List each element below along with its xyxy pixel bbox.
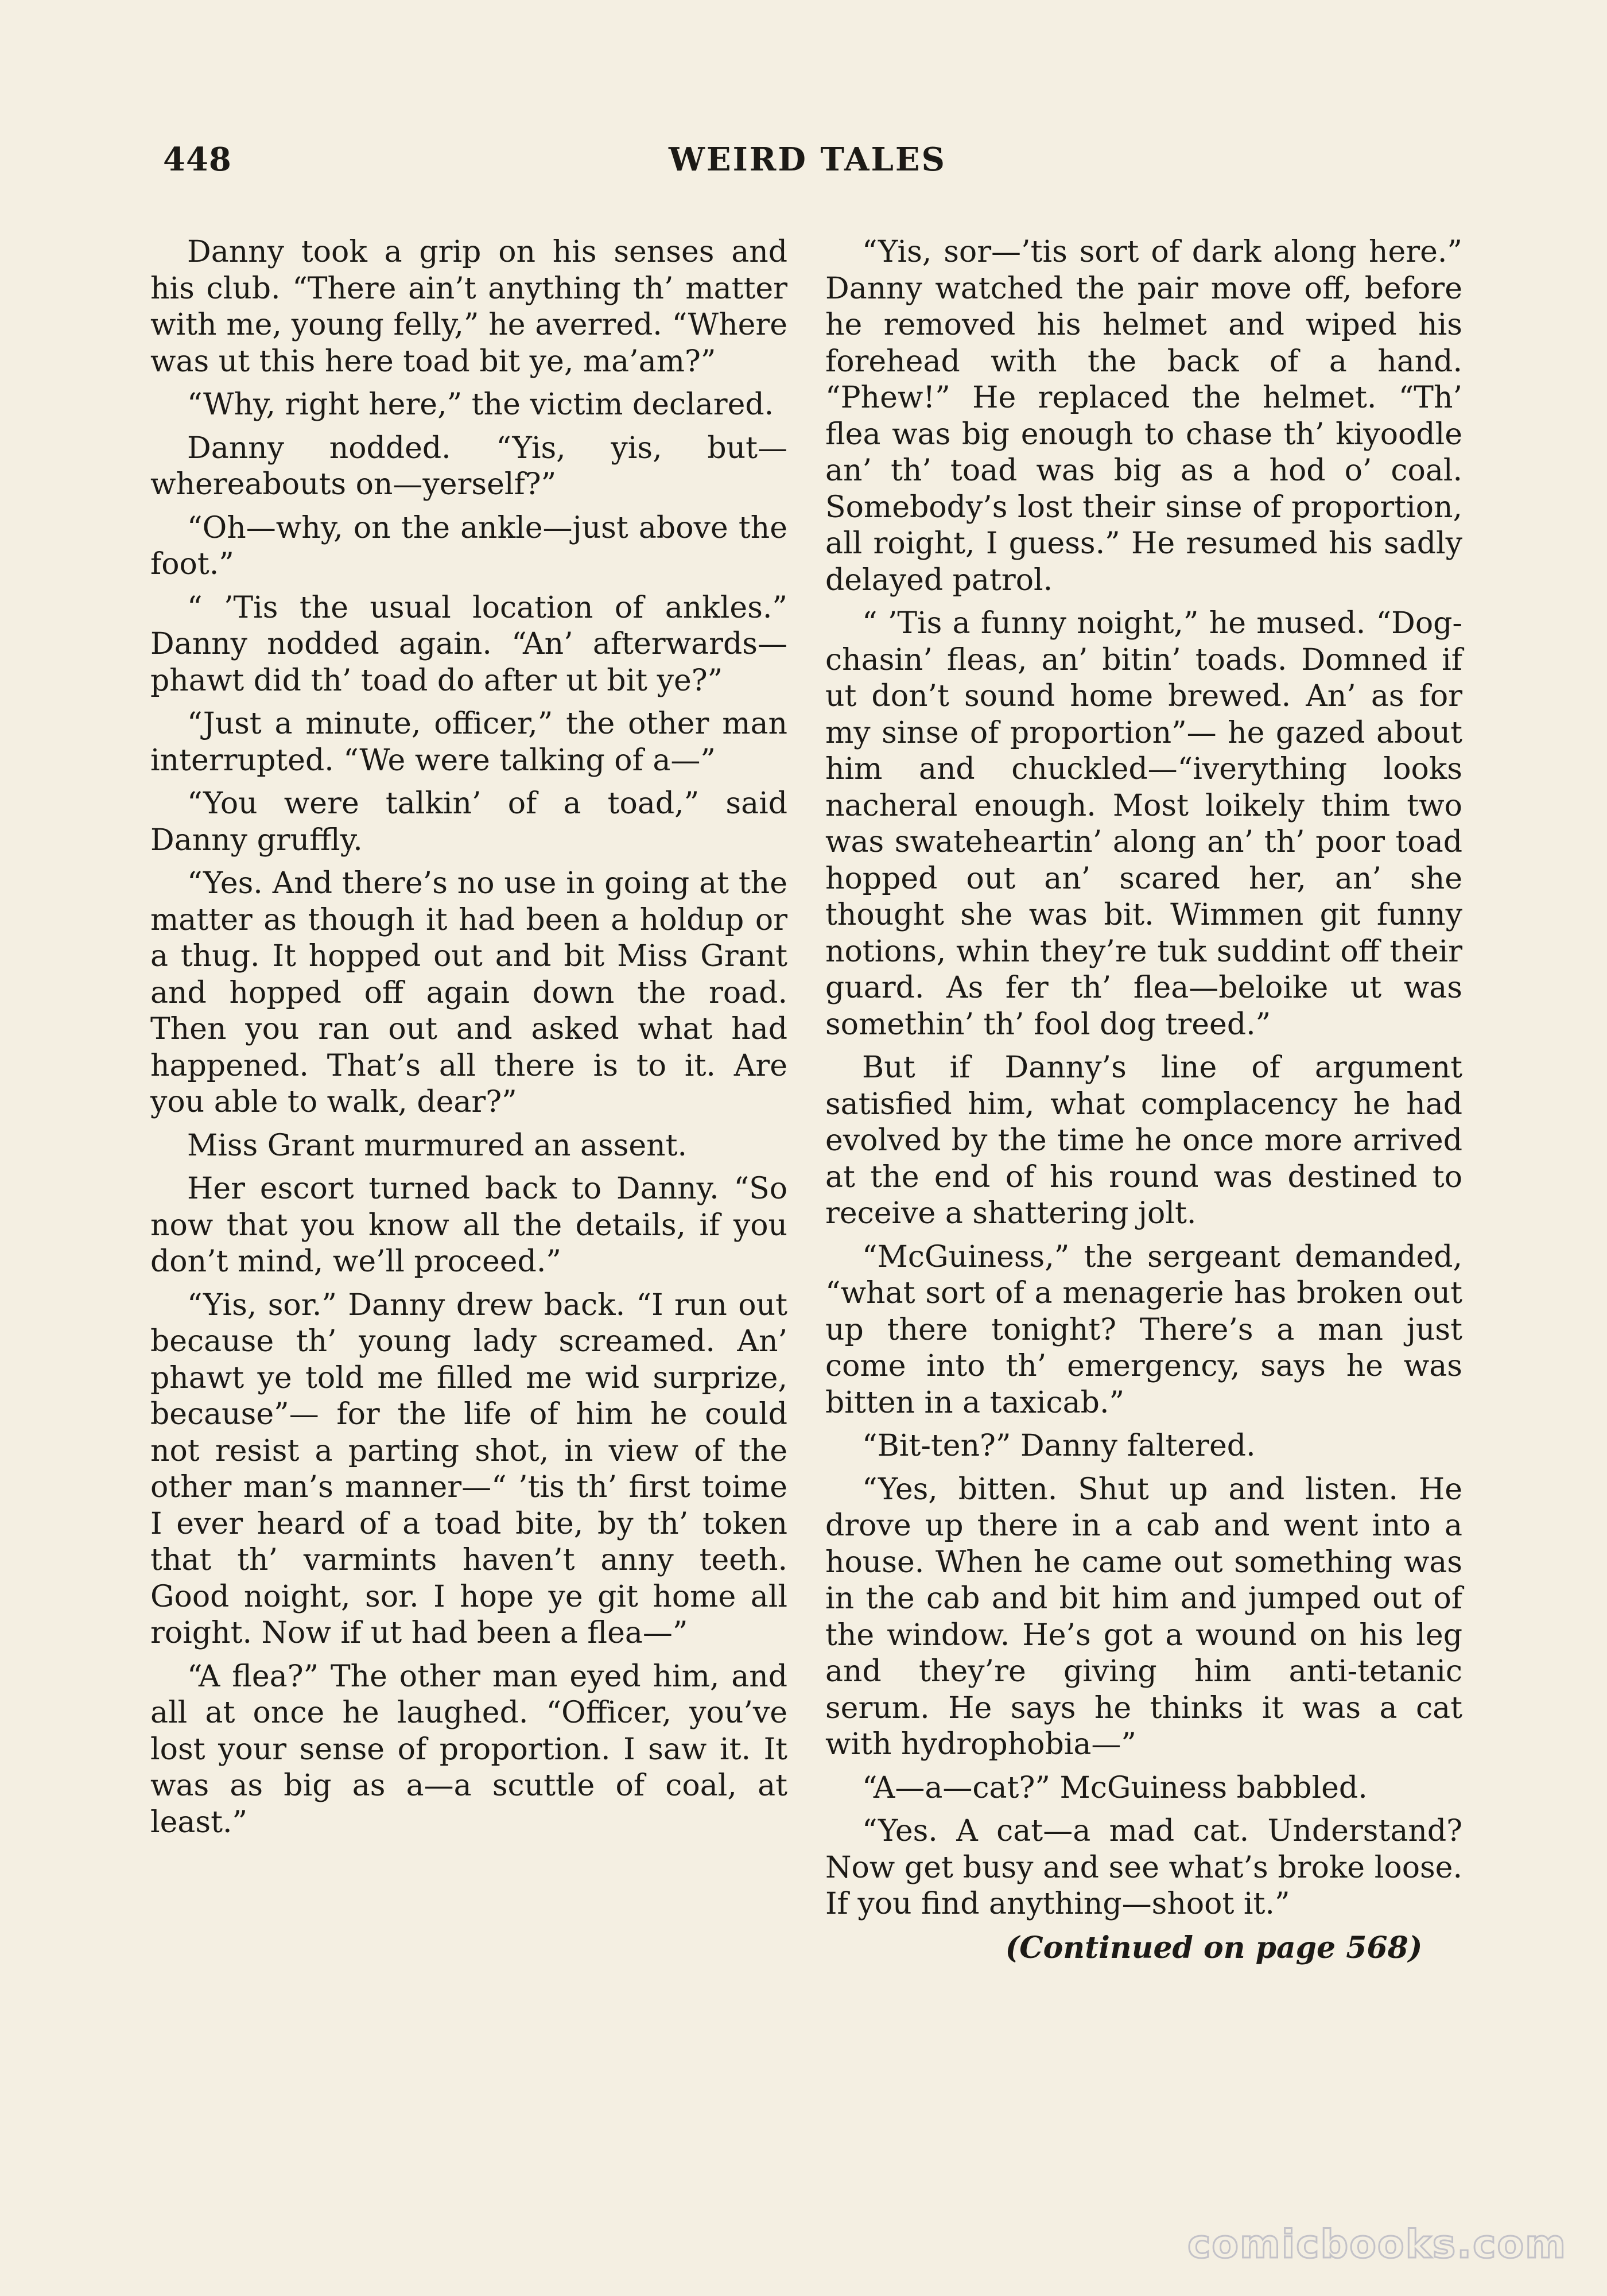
paragraph: “A flea?” The other man eyed him, and all at once he laughed. “Officer, you’ve lost your sense of proportion. I saw it. It was as big as a—a scuttle of coal, at least.”: [150, 1659, 787, 1840]
watermark: comicbooks.com: [1187, 2222, 1567, 2267]
paragraph: Her escort turned back to Danny. “So now that you know all the details, if you don’t mind, we’ll proceed.”: [150, 1172, 787, 1279]
paragraph: But if Danny’s line of argument satisfied him, what complacency he had evolved by the time he once more arrived at the end of his round was destined to receive a shattering jolt.: [825, 1050, 1462, 1231]
paragraph: “McGuiness,” the sergeant demanded, “what sort of a menagerie has broken out up there tonight? There’s a man just come into th’ emergency, says he was bitten in a taxicab.”: [825, 1239, 1462, 1420]
paragraph: “Yis, sor—’tis sort of dark along here.” Danny watched the pair move off, before he removed his helmet and wiped his forehead with the back of a hand. “Phew!” He replaced the helmet. “Th’ flea was big enough to chase th’ kiyoodle an’ th’ toad was big as a hod o’ coal. Somebody’s lost their sinse of proportion, all roight, I guess.” He resumed his sadly delayed patrol.: [825, 235, 1462, 598]
paragraph: “Yis, sor.” Danny drew back. “I run out because th’ young lady screamed. An’ phawt ye told me filled me wid surprize, because”— for the life of him he could not resist a parting shot, in view of the other man’s manner—“ ’tis th’ first toime I ever heard of a toad bite, by th’ token that th’ varmints haven’t anny teeth. Good noight, sor. I hope ye git home all roight. Now if ut had been a flea—”: [150, 1287, 787, 1650]
paragraph: “Yes, bitten. Shut up and listen. He drove up there in a cab and went into a house. When he came out something was in the cab and bit him and jumped out of the window. He’s got a wound on his leg and they’re giving him anti-tetanic serum. He says he thinks it was a cat with hydrophobia—”: [825, 1472, 1462, 1762]
paragraph: “ ’Tis the usual location of ankles.” Danny nodded again. “An’ afterwards—phawt did th’ toad do after ut bit ye?”: [150, 590, 787, 698]
paragraph: “Yes. A cat—a mad cat. Understand? Now get busy and see what’s broke loose. If you find anything—shoot it.”: [825, 1814, 1462, 1921]
paragraph: Danny nodded. “Yis, yis, but—whereabouts on—yerself?”: [150, 430, 787, 502]
running-head: [156, 141, 1459, 192]
page-number: 448: [163, 141, 232, 179]
paragraph: “Oh—why, on the ankle—just above the foot.”: [150, 510, 787, 581]
left-column: [150, 234, 787, 1848]
paragraph: “A—a—cat?” McGuiness babbled.: [862, 1770, 1368, 1805]
paragraph: “Just a minute, officer,” the other man interrupted. “We were talking of a—”: [150, 707, 787, 778]
paragraph: Miss Grant murmured an assent.: [187, 1128, 688, 1163]
right-column: [825, 234, 1462, 1973]
paragraph: “Yes. And there’s no use in going at the matter as though it had been a holdup or a thug. It hopped out and bit Miss Grant and hopped off again down the road. Then you ran out and asked what had happened. That’s all there is to it. Are you able to walk, dear?”: [150, 866, 787, 1119]
paragraph: Danny took a grip on his senses and his club. “There ain’t anything th’ matter with me, young felly,” he averred. “Where was ut this here toad bit ye, ma’am?”: [150, 235, 787, 379]
paragraph: “Bit-ten?” Danny faltered.: [862, 1429, 1256, 1463]
paragraph: “You were talkin’ of a toad,” said Danny gruffly.: [150, 786, 787, 858]
magazine-title: WEIRD TALES: [669, 141, 946, 179]
paragraph: “ ’Tis a funny noight,” he mused. “Dog-chasin’ fleas, an’ bitin’ toads. Domned if ut don’t sound home brewed. An’ as for my sinse of proportion”— he gazed about him and chuckled—“iverything looks nacheral enough. Most loikely thim two was swateheartin’ along an’ th’ poor toad hopped out an’ scared her, an’ she thought she was bit. Wimmen git funny notions, whin they’re tuk suddint off their guard. As fer th’ flea—beloike ut was somethin’ th’ fool dog treed.”: [825, 606, 1462, 1042]
paragraph: “Why, right here,” the victim declared.: [187, 387, 774, 422]
continued-note: (Continued on page 568): [1005, 1930, 1423, 1965]
